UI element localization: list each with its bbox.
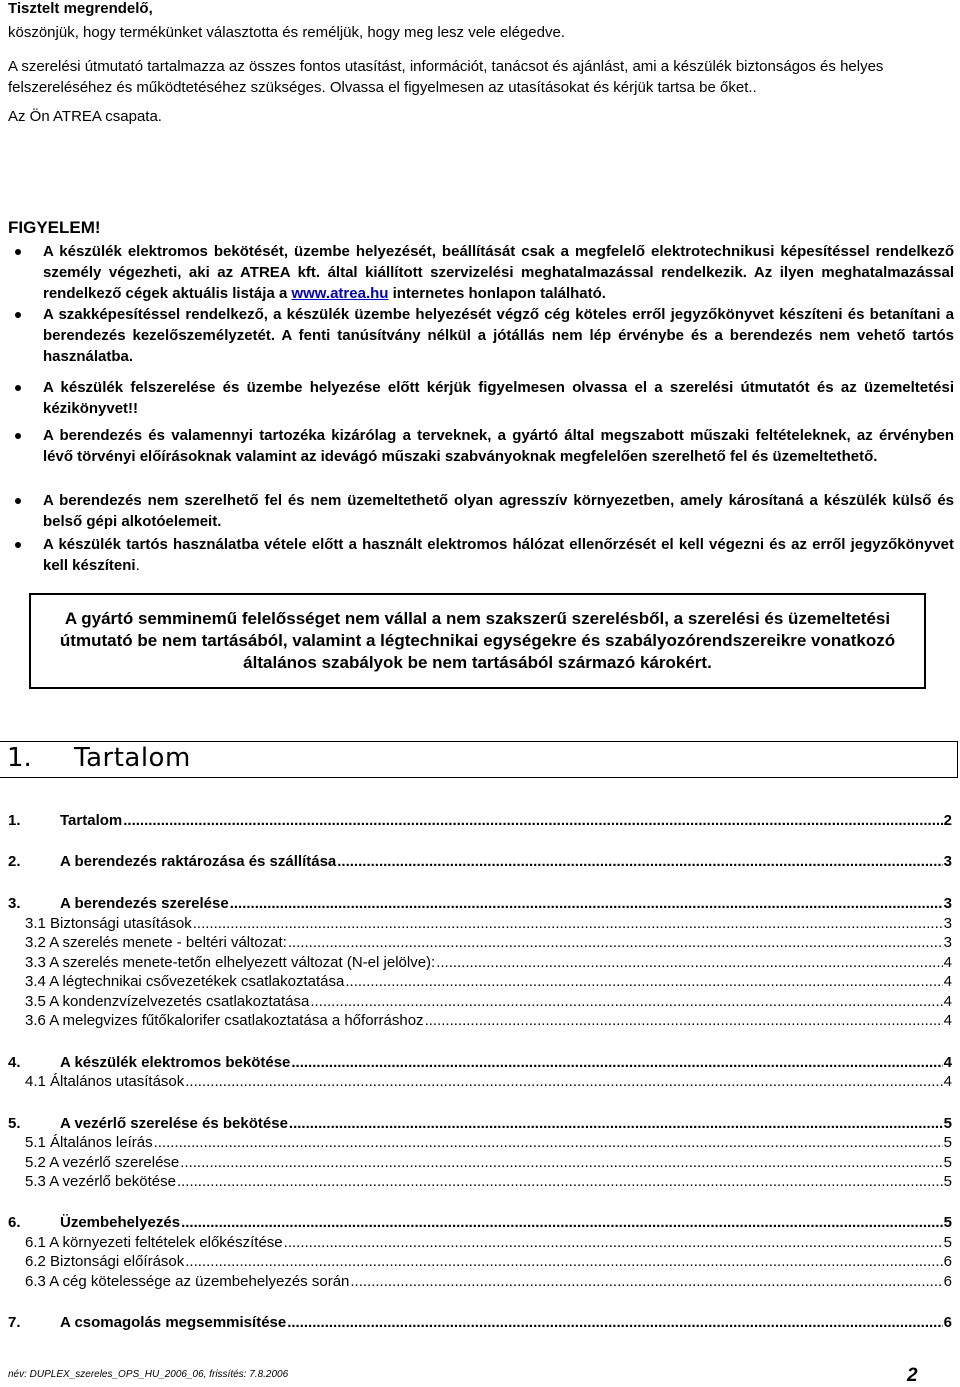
warning-text-end: . <box>135 557 140 574</box>
toc-entry[interactable] <box>8 1134 952 1154</box>
toc-entry[interactable] <box>8 853 952 873</box>
toc-dot-leader <box>350 1273 942 1290</box>
warning-text: A berendezés nem szerelhető fel és nem üzemeltethető olyan agresszív környezetben, amely károsítaná a készülék külső és belső gépi alkotóelemeit. <box>43 492 954 530</box>
toc-dot-leader <box>345 973 942 990</box>
toc-entry[interactable] <box>8 1115 952 1135</box>
toc-entry[interactable] <box>8 954 952 974</box>
toc-entry-page: 3 <box>943 895 952 912</box>
toc-entry-page: 5 <box>943 1154 952 1171</box>
toc-entry-title: 6.3 A cég kötelessége az üzembehelyezés során <box>25 1273 350 1290</box>
toc-entry-number: 6. <box>8 1214 21 1231</box>
toc-entry-page: 3 <box>943 934 952 951</box>
page-number: 2 <box>907 1365 918 1386</box>
website-link-hu[interactable]: hu <box>370 285 389 302</box>
toc-entry-page: 5 <box>943 1214 952 1231</box>
warning-title: FIGYELEM! <box>8 218 101 237</box>
toc-entry-title: 4.1 Általános utasítások <box>25 1073 185 1090</box>
toc-entry-page: 4 <box>943 954 952 971</box>
toc-entry[interactable] <box>8 1214 952 1234</box>
section-title: Tartalom <box>74 743 191 773</box>
warning-text: A készülék elektromos bekötését, üzembe helyezését, beállítását csak a megfelelő elektrotechnikusi képesítéssel rendelkező személy végezheti, aki az ATREA kft. által kiállított szervizelési meghatalmazással rendelkezik. Az ilyen meghatalmazással rendelkező cégek aktuális listája a <box>43 243 954 302</box>
toc-dot-leader <box>287 1314 942 1331</box>
toc-dot-leader <box>154 1134 943 1151</box>
warning-text: A készülék tartós használatba vétele előtt a használt elektromos hálózat ellenőrzését el kell végezni és az erről jegyzőkönyvet kell készíteni <box>43 536 954 574</box>
toc-entry-title: 5.2 A vezérlő szerelése <box>25 1154 180 1171</box>
toc-entry[interactable] <box>8 993 952 1013</box>
toc-entry-number: 4. <box>8 1054 21 1071</box>
toc-entry-title: 5.1 Általános leírás <box>25 1134 153 1151</box>
toc-entry-page: 4 <box>943 973 952 990</box>
toc-entry-number: 3. <box>8 895 21 912</box>
toc-dot-leader <box>284 1234 943 1251</box>
toc-dot-leader <box>177 1173 943 1190</box>
warning-text: internetes honlapon található. <box>388 285 606 302</box>
toc-entry[interactable] <box>8 1073 952 1093</box>
toc-entry-title: 6.1 A környezeti feltételek előkészítése <box>25 1234 283 1251</box>
toc-dot-leader <box>180 1154 942 1171</box>
toc-dot-leader <box>291 1054 942 1071</box>
toc-entry-title: A berendezés raktározása és szállítása <box>60 853 337 870</box>
toc-entry-title: 3.2 A szerelés menete - beltéri változat: <box>25 934 287 951</box>
table-of-contents <box>8 0 952 1387</box>
website-link-www[interactable]: www.atrea. <box>291 285 371 302</box>
toc-entry-page: 2 <box>943 812 952 829</box>
toc-entry-title: A készülék elektromos bekötése <box>60 1054 291 1071</box>
toc-dot-leader <box>289 1115 943 1132</box>
toc-entry-page: 4 <box>943 1054 952 1071</box>
toc-entry-title: 3.4 A légtechnikai csővezetékek csatlakoztatása <box>25 973 345 990</box>
warning-text: A szakképesítéssel rendelkező, a készülék üzembe helyezését végző cég köteles erről jegyzőkönyvet készíteni és betanítani a berendezés kezelőszemélyzetét. A fenti tanúsítvány nélkül a jótállás nem lép érvénybe és a berendezés nem vehető tartós használatba. <box>43 306 954 365</box>
toc-entry[interactable] <box>8 973 952 993</box>
toc-entry-page: 5 <box>943 1173 952 1190</box>
toc-entry[interactable] <box>8 934 952 954</box>
toc-entry-page: 3 <box>943 915 952 932</box>
toc-dot-leader <box>337 853 942 870</box>
toc-entry-title: 3.5 A kondenzvízelvezetés csatlakoztatása <box>25 993 310 1010</box>
toc-dot-leader <box>123 812 942 829</box>
toc-entry[interactable] <box>8 1234 952 1254</box>
toc-entry[interactable] <box>8 895 952 915</box>
toc-entry-number: 5. <box>8 1115 21 1132</box>
toc-entry-page: 5 <box>943 1134 952 1151</box>
toc-entry[interactable] <box>8 1154 952 1174</box>
toc-entry-number: 7. <box>8 1314 21 1331</box>
warning-text: A berendezés és valamennyi tartozéka kizárólag a terveknek, a gyártó által megszabott műszaki feltételeknek, az érvényben lévő törvényi előírásoknak valamint az idevágó műszaki szabványoknak megfelelően szerelhető fel és üzemeltethető. <box>43 427 954 465</box>
warning-text: A készülék felszerelése és üzembe helyezése előtt kérjük figyelmesen olvassa el a szerelési útmutatót és az üzemeltetési kézikönyvet!! <box>43 379 954 417</box>
toc-entry-page: 5 <box>943 1115 952 1132</box>
toc-entry-title: A csomagolás megsemmisítése <box>60 1314 287 1331</box>
thanks-text: köszönjük, hogy termékünket választotta és reméljük, hogy meg lesz vele elégedve. <box>8 24 565 41</box>
signature: Az Ön ATREA csapata. <box>8 108 162 125</box>
footer-note: név: DUPLEX_szereles_OPS_HU_2006_06, frissítés: 7.8.2006 <box>8 1369 289 1380</box>
toc-dot-leader <box>425 1012 943 1029</box>
greeting: Tisztelt megrendelő, <box>8 0 153 17</box>
toc-entry[interactable] <box>8 812 952 832</box>
toc-entry-number: 2. <box>8 853 21 870</box>
toc-dot-leader <box>193 915 943 932</box>
toc-dot-leader <box>185 1253 942 1270</box>
toc-dot-leader <box>288 934 943 951</box>
toc-entry-title: 5.3 A vezérlő bekötése <box>25 1173 176 1190</box>
section-number: 1. <box>7 743 32 773</box>
toc-entry[interactable] <box>8 1253 952 1273</box>
toc-entry-page: 4 <box>943 1073 952 1090</box>
toc-entry-title: 3.1 Biztonsági utasítások <box>25 915 192 932</box>
toc-entry-title: Tartalom <box>60 812 123 829</box>
toc-entry-page: 6 <box>943 1314 952 1331</box>
toc-entry-title: 6.2 Biztonsági előírások <box>25 1253 185 1270</box>
toc-entry[interactable] <box>8 915 952 935</box>
toc-entry[interactable] <box>8 1173 952 1193</box>
toc-entry-title: 3.3 A szerelés menete-tetőn elhelyezett változat (N-el jelölve): <box>25 954 436 971</box>
intro-paragraph: A szerelési útmutató tartalmazza az összes fontos utasítást, információt, tanácsot és ajánlást, ami a készülék biztonságos és helyes felszereléséhez és működtetéséhez szükséges. Olvassa el figyelmesen az utasításokat és kérjük tartsa be őket.. <box>8 58 884 96</box>
toc-entry[interactable] <box>8 1054 952 1074</box>
toc-entry-title: A vezérlő szerelése és bekötése <box>60 1115 288 1132</box>
toc-dot-leader <box>181 1214 943 1231</box>
toc-entry[interactable] <box>8 1012 952 1032</box>
toc-entry-page: 6 <box>943 1253 952 1270</box>
toc-entry-page: 3 <box>943 853 952 870</box>
toc-entry-page: 4 <box>943 993 952 1010</box>
toc-entry-page: 5 <box>943 1234 952 1251</box>
toc-entry-page: 4 <box>943 1012 952 1029</box>
toc-entry-title: A berendezés szerelése <box>60 895 229 912</box>
toc-entry-title: Üzembehelyezés <box>60 1214 181 1231</box>
toc-entry-title: 3.6 A melegvizes fűtőkalorifer csatlakoztatása a hőforráshoz <box>25 1012 424 1029</box>
toc-entry[interactable] <box>8 1273 952 1293</box>
toc-dot-leader <box>310 993 942 1010</box>
toc-dot-leader <box>230 895 943 912</box>
toc-entry-page: 6 <box>943 1273 952 1290</box>
toc-entry[interactable] <box>8 1314 952 1334</box>
disclaimer-text: A gyártó semminemű felelősséget nem vállal a nem szakszerű szerelésből, a szerelési és üzemeltetési útmutató be nem tartásából, valamint a légtechnikai egységekre és szabályozórendszereikre vonatkozó általános szabályok be nem tartásából származó károkért. <box>59 609 896 672</box>
toc-dot-leader <box>185 1073 942 1090</box>
toc-dot-leader <box>436 954 942 971</box>
toc-entry-number: 1. <box>8 812 21 829</box>
